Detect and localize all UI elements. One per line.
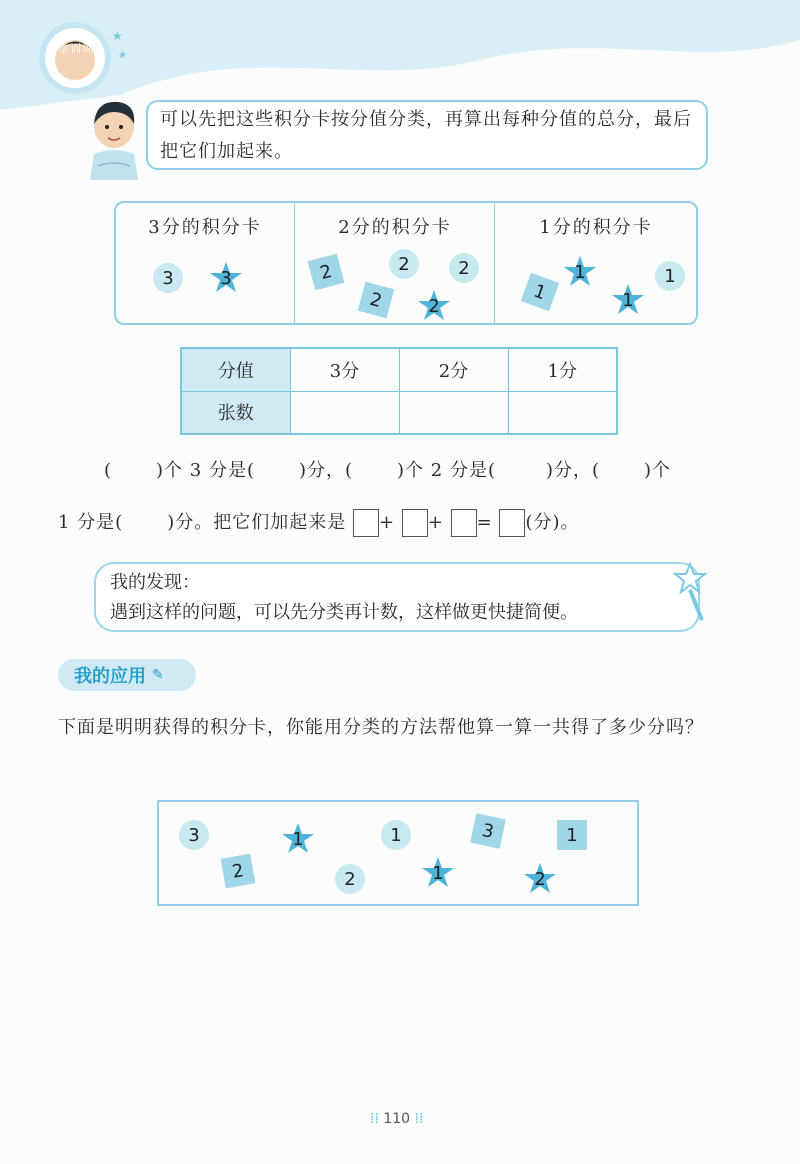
card-circle: 2 bbox=[449, 253, 479, 283]
answer-box[interactable] bbox=[402, 509, 428, 537]
card-circle: 1 bbox=[381, 820, 411, 850]
answer-cell[interactable] bbox=[290, 391, 399, 434]
application-heading: 我的应用 ✎ bbox=[58, 659, 196, 691]
card-star: 1 bbox=[281, 822, 315, 856]
card-square: 2 bbox=[308, 254, 345, 291]
group-title: 3分的积分卡 bbox=[148, 217, 262, 238]
table-cell: 分值 bbox=[181, 348, 290, 391]
card-groups bbox=[114, 201, 698, 325]
table-cell: 3分 bbox=[290, 348, 399, 391]
answer-cell[interactable] bbox=[508, 391, 617, 434]
card-star: 3 bbox=[209, 261, 243, 295]
application-task: 下面是明明获得的积分卡，你能用分类的方法帮他算一算一共得了多少分吗？ bbox=[58, 717, 704, 738]
card-circle: 2 bbox=[389, 249, 419, 279]
card-circle: 3 bbox=[153, 263, 183, 293]
discovery-box bbox=[94, 562, 700, 632]
card-square: 1 bbox=[521, 273, 559, 311]
application-cards bbox=[157, 800, 639, 906]
answer-box[interactable] bbox=[499, 509, 525, 537]
svg-text:★: ★ bbox=[112, 29, 123, 43]
hint-bubble: 可以先把这些积分卡按分值分类，再算出每种分值的总分，最后把它们加起来。 bbox=[146, 100, 708, 170]
card-star: 1 bbox=[421, 856, 455, 890]
boy-illustration bbox=[84, 96, 144, 180]
card-circle: 3 bbox=[179, 820, 209, 850]
card-square: 2 bbox=[221, 854, 256, 889]
svg-text:★: ★ bbox=[118, 50, 127, 61]
fill-line-1: ( )个 3 分是( )分，( )个 2 分是( )分，( )个 bbox=[104, 460, 672, 481]
pencil-icon: ✎ bbox=[152, 667, 164, 683]
card-star: 1 bbox=[563, 255, 597, 289]
discovery-title: 我的发现： bbox=[110, 572, 200, 593]
answer-cell[interactable] bbox=[399, 391, 508, 434]
card-square: 1 bbox=[557, 820, 587, 850]
card-circle: 1 bbox=[655, 261, 685, 291]
answer-box[interactable] bbox=[353, 509, 379, 537]
card-square: 3 bbox=[470, 813, 506, 849]
fill-line-2: 1 分是( )分。把它们加起来是 + + = (分)。 bbox=[58, 508, 580, 537]
card-circle: 2 bbox=[335, 864, 365, 894]
table-cell: 2分 bbox=[399, 348, 508, 391]
group-2 bbox=[294, 203, 495, 323]
card-star: 2 bbox=[417, 289, 451, 323]
answer-box[interactable] bbox=[451, 509, 477, 537]
header-badge: 思维训练 bbox=[46, 42, 94, 55]
discovery-text: 遇到这样的问题，可以先分类再计数，这样做更快捷简便。 bbox=[110, 602, 578, 623]
table-cell: 张数 bbox=[181, 391, 290, 434]
table-cell: 1分 bbox=[508, 348, 617, 391]
magic-wand-icon bbox=[672, 562, 708, 622]
page-number: ⁞⁞ 110 ⁞⁞ bbox=[370, 1111, 424, 1127]
card-star: 2 bbox=[523, 862, 557, 896]
group-title: 1分的积分卡 bbox=[539, 217, 653, 238]
group-3 bbox=[116, 203, 294, 323]
tally-table bbox=[180, 347, 618, 435]
group-title: 2分的积分卡 bbox=[338, 217, 452, 238]
card-square: 2 bbox=[358, 282, 395, 319]
group-1 bbox=[494, 203, 697, 323]
card-star: 1 bbox=[611, 283, 645, 317]
